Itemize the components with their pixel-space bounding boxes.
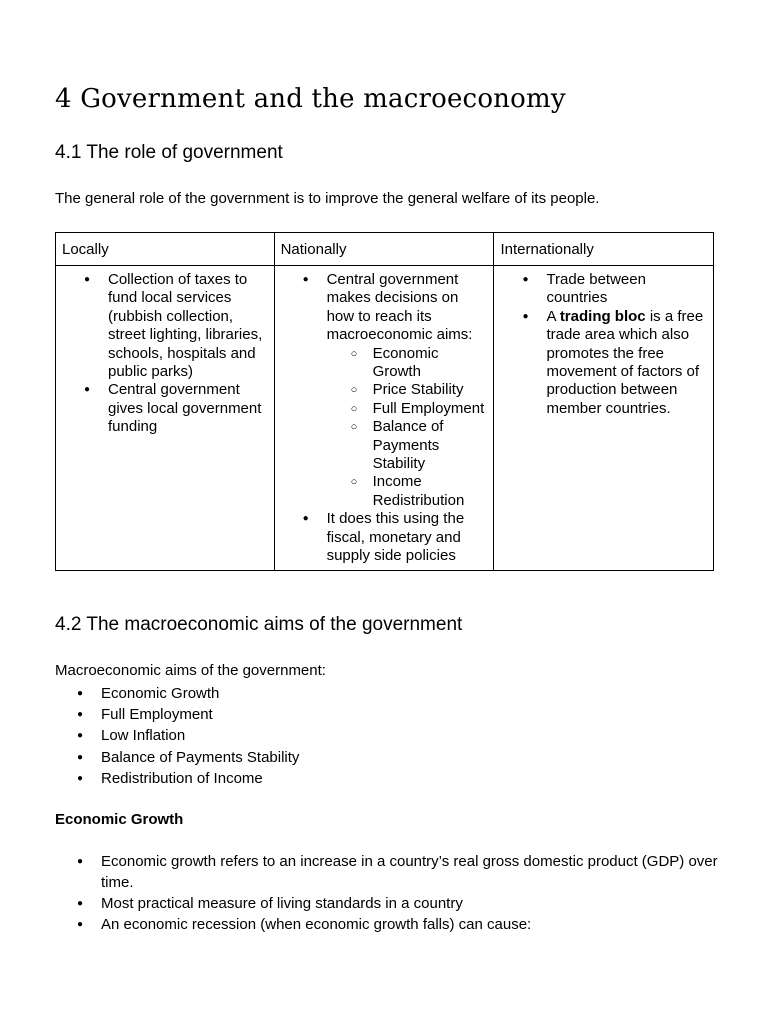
list-item: ● Collection of taxes to fund local services (rubbish collection, street lighting, libraries, schools, hospitals and public parks) [108, 271, 266, 381]
list-item: ● An economic recession (when economic growth falls) can cause: [101, 914, 721, 935]
table-body-row [56, 266, 714, 571]
list-item: ● It does this using the fiscal, monetary and supply side policies [327, 510, 486, 565]
table-header-row [56, 233, 714, 266]
sub-list-item: ○ Income Redistribution [373, 473, 486, 510]
list-item: ● Economic Growth [101, 683, 299, 704]
cell-internationally [494, 266, 714, 571]
header-nationally: Nationally [274, 233, 494, 266]
sub-list-item: ○ Balance of Payments Stability [373, 418, 486, 473]
trading-bloc-definition: is a free trade area which also promotes the free movement of factors of production between member countries. [546, 307, 704, 417]
aims-list [101, 683, 299, 789]
list-item: ● Balance of Payments Stability [101, 747, 299, 768]
sub-list-item: ○ Economic Growth [373, 345, 486, 382]
trading-bloc-term: trading bloc [559, 307, 646, 325]
sub-list-item: ○ Price Stability [373, 381, 486, 399]
nationally-sublist [327, 345, 486, 511]
list-item [546, 308, 705, 418]
economic-growth-list [101, 851, 721, 935]
list-item-text: Central government makes decisions on how to reach its macroeconomic aims: [326, 271, 473, 344]
trading-bloc-prefix: A [546, 307, 560, 325]
section-heading-role-of-government: 4.1 The role of government [55, 142, 283, 163]
cell-nationally [274, 266, 494, 571]
section-heading-macroeconomic-aims: 4.2 The macroeconomic aims of the government [55, 614, 463, 635]
nationally-list [275, 271, 494, 566]
government-role-table [55, 232, 714, 571]
list-item: ● Most practical measure of living standards in a country [101, 893, 721, 914]
intro-paragraph: The general role of the government is to improve the general welfare of its people. [55, 190, 600, 207]
list-item: ● Central government gives local government funding [108, 381, 266, 436]
page-title: 4 Government and the macroeconomy [55, 84, 566, 114]
internationally-list [494, 271, 713, 418]
aims-intro: Macroeconomic aims of the government: [55, 662, 326, 679]
list-item: ● Full Employment [101, 704, 299, 725]
list-item: ● Economic growth refers to an increase in a country’s real gross domestic product (GDP) over time. [101, 851, 721, 893]
sub-list-item: ○ Full Employment [373, 400, 486, 418]
header-locally: Locally [56, 233, 275, 266]
locally-list [56, 271, 274, 437]
list-item: ● Low Inflation [101, 725, 299, 746]
cell-locally [56, 266, 275, 571]
list-item [327, 271, 486, 510]
header-internationally: Internationally [494, 233, 714, 266]
list-item: ● Trade between countries [546, 271, 705, 308]
list-item: ● Redistribution of Income [101, 768, 299, 789]
economic-growth-heading: Economic Growth [55, 811, 184, 828]
